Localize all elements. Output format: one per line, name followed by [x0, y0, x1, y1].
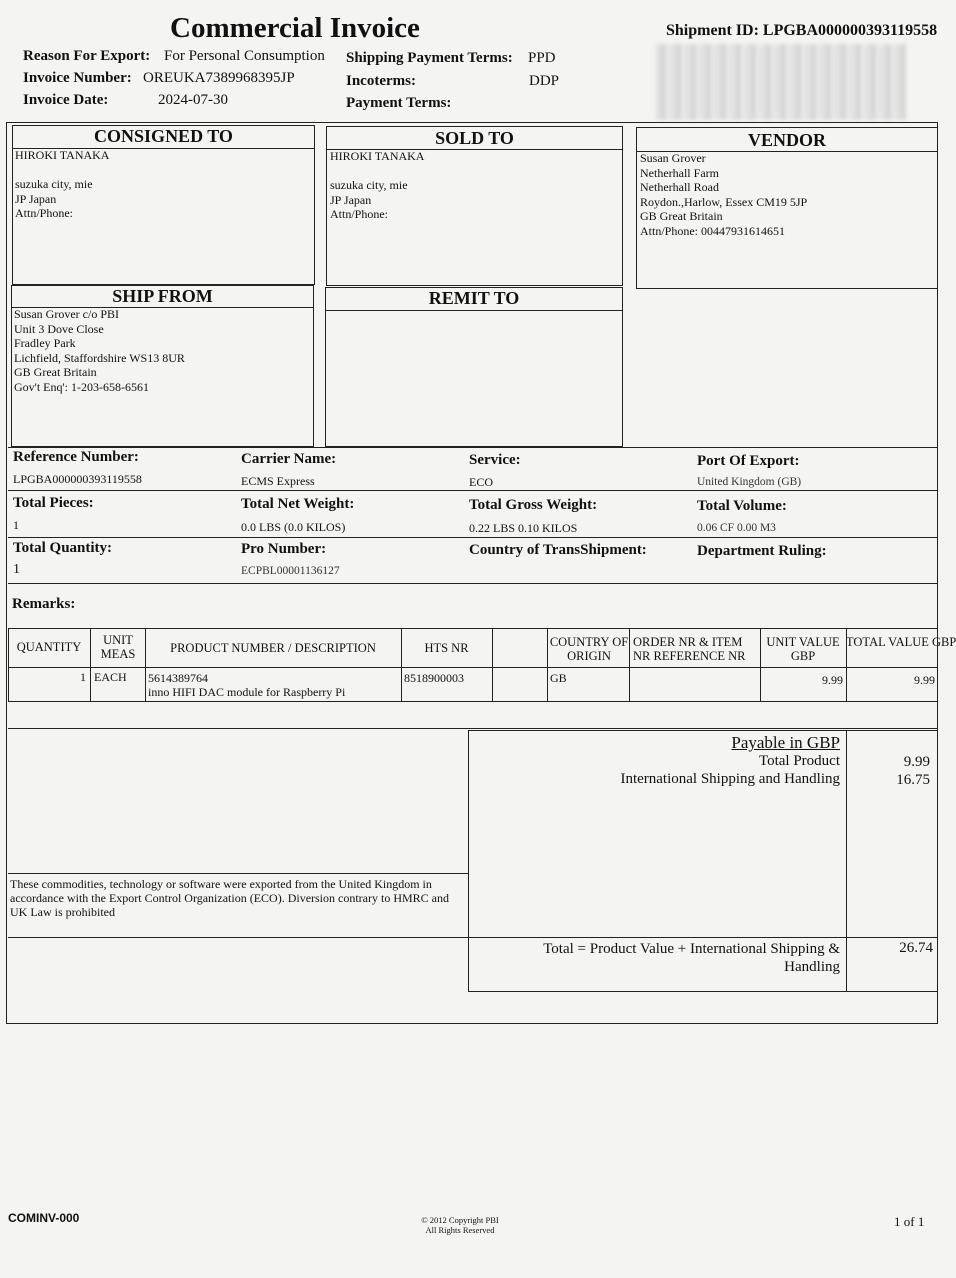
vendor-title: VENDOR — [747, 130, 826, 150]
address-line: Netherhall Road — [640, 180, 719, 194]
address-line: JP Japan — [330, 192, 372, 207]
total-product-label: Total Product — [758, 753, 840, 769]
row-total-value: 9.99 — [914, 673, 935, 687]
sold-to-address — [330, 149, 424, 222]
consigned-to-title: CONSIGNED TO — [94, 126, 233, 146]
address-line: GB Great Britain — [14, 365, 97, 379]
volume-label: Total Volume: — [697, 498, 787, 514]
col-header-total-value: TOTAL VALUE GBP — [846, 635, 956, 649]
col-header-order-ref: ORDER NR & ITEM NR REFERENCE NR — [633, 635, 746, 663]
carrier-value: ECMS Express — [241, 474, 315, 488]
form-id: COMINV-000 — [8, 1211, 80, 1225]
reason-value: For Personal Consumption — [164, 48, 325, 64]
reference-number-label: Reference Number: — [13, 449, 139, 465]
invoice-title: Commercial Invoice — [170, 12, 420, 44]
export-notice: These commodities, technology or software were exported from the United Kingdom in accordance with the Export Control Organization (ECO). Diversion contrary to HMRC and UK Law is prohibited — [10, 877, 450, 919]
address-line: Attn/Phone: — [15, 206, 74, 220]
row-description: inno HIFI DAC module for Raspberry Pi — [148, 685, 346, 699]
address-line: HIROKI TANAKA — [15, 148, 110, 162]
address-line: suzuka city, mie — [15, 177, 93, 191]
address-line: Attn/Phone: — [330, 207, 389, 221]
pro-number-label: Pro Number: — [241, 541, 327, 557]
service-label: Service: — [469, 452, 521, 468]
incoterms-label: Incoterms: — [346, 73, 416, 89]
payable-label: Payable in GBP — [731, 733, 840, 752]
address-line: Netherhall Farm — [640, 165, 719, 180]
gross-weight-label: Total Gross Weight: — [469, 497, 598, 513]
transshipment-label: Country of TransShipment: — [469, 542, 647, 558]
remarks-label: Remarks: — [12, 596, 76, 612]
shipping-handling-value: 16.75 — [896, 772, 930, 788]
address-line: JP Japan — [15, 191, 57, 206]
remit-to-box — [325, 287, 623, 447]
copyright-line: © 2012 Copyright PBI — [421, 1215, 499, 1225]
invoice-number-label: Invoice Number: — [23, 70, 132, 86]
ship-from-title: SHIP FROM — [112, 286, 213, 306]
carrier-label: Carrier Name: — [241, 451, 337, 467]
redacted-barcode — [656, 44, 906, 120]
incoterms-value: DDP — [529, 73, 560, 89]
row-origin: GB — [550, 671, 567, 685]
reason-label: Reason For Export: — [23, 48, 151, 64]
page-number: 1 of 1 — [894, 1214, 925, 1229]
reference-number-value: LPGBA000000393119558 — [13, 472, 142, 486]
address-line: Attn/Phone: 00447931614651 — [640, 223, 786, 238]
shipping-handling-label: International Shipping and Handling — [620, 771, 840, 787]
sold-to-title: SOLD TO — [435, 128, 514, 148]
shipping-terms-label: Shipping Payment Terms: — [346, 50, 513, 66]
address-line: Lichfield, Staffordshire WS13 8UR — [14, 350, 185, 365]
total-product-value: 9.99 — [903, 754, 930, 770]
department-ruling-label: Department Ruling: — [697, 543, 827, 559]
address-line: Fradley Park — [14, 336, 76, 350]
row-product-number: 5614389764 — [148, 671, 208, 685]
row-unit: EACH — [94, 670, 127, 684]
shipment-id-row — [666, 22, 937, 40]
col-header-quantity: QUANTITY — [16, 640, 82, 654]
total-pieces-value: 1 — [13, 518, 19, 532]
address-line: Roydon.,Harlow, Essex CM19 5JP — [640, 194, 808, 209]
col-header-unit-meas: UNIT MEAS — [100, 633, 136, 661]
port-value: United Kingdom (GB) — [697, 476, 802, 488]
copyright-line: All Rights Reserved — [425, 1225, 495, 1235]
ship-from-address — [14, 307, 185, 394]
shipment-id-label: Shipment ID: — [666, 22, 759, 39]
address-line: HIROKI TANAKA — [330, 149, 425, 163]
total-quantity-label: Total Quantity: — [13, 540, 113, 556]
vendor-address — [640, 151, 807, 238]
row-unit-value: 9.99 — [822, 673, 843, 687]
col-header-description: PRODUCT NUMBER / DESCRIPTION — [170, 641, 376, 655]
address-line: Unit 3 Dove Close — [14, 321, 104, 336]
port-label: Port Of Export: — [697, 453, 800, 469]
remit-to-title: REMIT TO — [428, 288, 520, 308]
invoice-date-value: 2024-07-30 — [158, 92, 228, 108]
net-weight-label: Total Net Weight: — [241, 496, 355, 512]
net-weight-value: 0.0 LBS (0.0 KILOS) — [241, 520, 346, 534]
invoice-number-value: OREUKA7389968395JP — [143, 70, 295, 86]
gross-weight-value: 0.22 LBS 0.10 KILOS — [469, 521, 578, 535]
shipment-id-value: LPGBA000000393119558 — [762, 22, 938, 39]
grand-total-label: Total = Product Value + International Shipping & Handling — [543, 941, 840, 975]
consigned-to-address — [15, 148, 109, 221]
service-value: ECO — [469, 475, 493, 489]
total-pieces-label: Total Pieces: — [13, 495, 94, 511]
row-quantity: 1 — [80, 670, 86, 684]
address-line — [330, 164, 424, 179]
shipping-terms-value: PPD — [528, 50, 556, 66]
row-hts: 8518900003 — [404, 671, 464, 685]
col-header-unit-value: UNIT VALUE GBP — [766, 635, 840, 663]
address-line: Gov't Enq': 1-203-658-6561 — [14, 379, 149, 394]
address-line: GB Great Britain — [640, 209, 723, 223]
payment-terms-label: Payment Terms: — [346, 95, 452, 111]
pro-number-value: ECPBL00001136127 — [241, 565, 340, 577]
address-line — [15, 163, 109, 178]
volume-value: 0.06 CF 0.00 M3 — [697, 522, 776, 534]
address-line: Susan Grover — [640, 151, 706, 165]
col-header-hts: HTS NR — [424, 641, 469, 655]
address-line: Susan Grover c/o PBI — [14, 307, 119, 321]
address-line: suzuka city, mie — [330, 178, 408, 192]
grand-total-value: 26.74 — [899, 940, 933, 956]
invoice-date-label: Invoice Date: — [23, 92, 109, 108]
col-header-origin: COUNTRY OF ORIGIN — [549, 635, 629, 663]
total-quantity-value: 1 — [13, 562, 20, 577]
copyright — [400, 1215, 520, 1235]
